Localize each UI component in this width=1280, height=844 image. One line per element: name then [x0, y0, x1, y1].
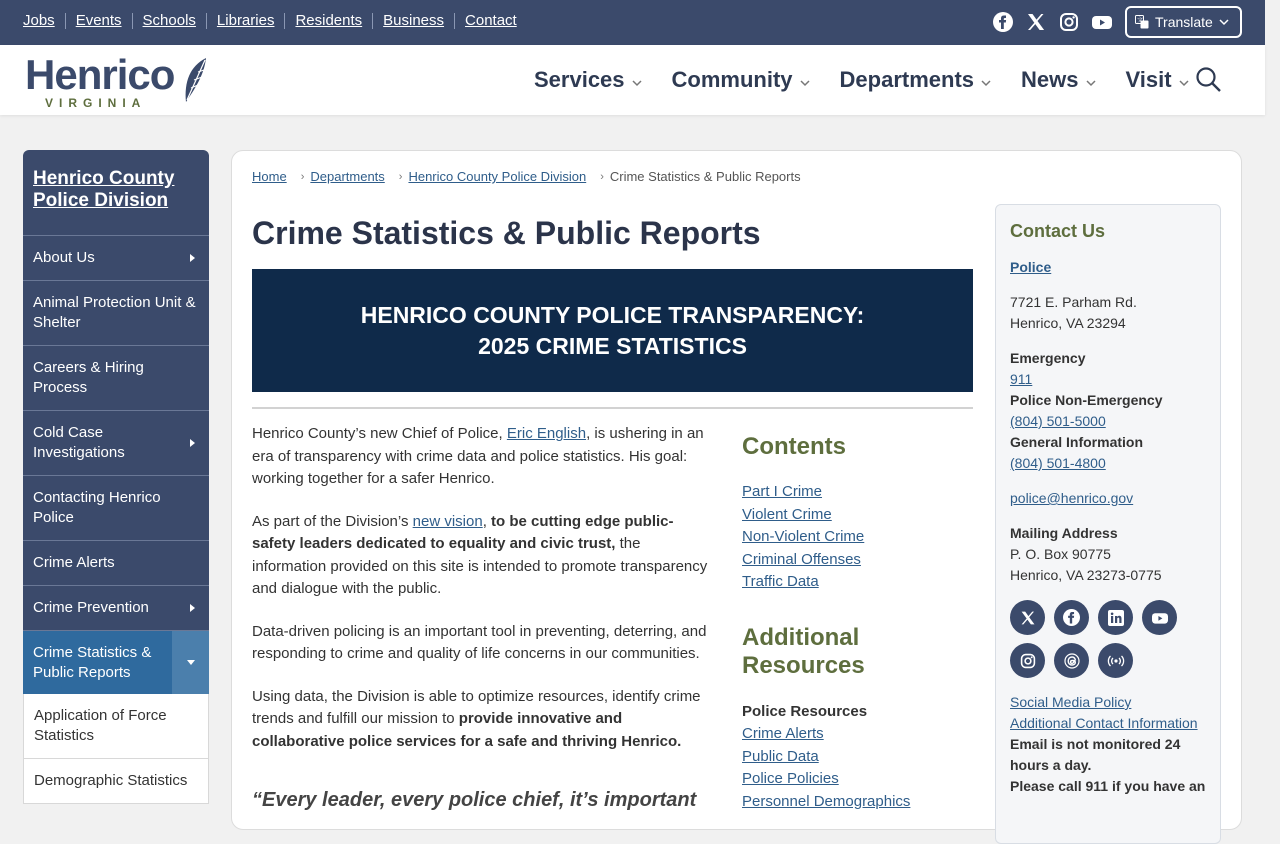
- x-icon[interactable]: [1010, 600, 1045, 635]
- caret-right-icon[interactable]: [190, 439, 195, 447]
- additional-resources-heading: Additional Resources: [742, 624, 865, 679]
- sidebar-item-careers[interactable]: [23, 345, 209, 410]
- youtube-icon[interactable]: [1091, 11, 1113, 33]
- additional-contact-link[interactable]: Additional Contact Information: [1010, 715, 1198, 731]
- sidebar-subitem-application-of-force[interactable]: [23, 694, 209, 759]
- divider: [284, 13, 285, 29]
- chief-quote: “Every leader, every police chief, it’s important: [252, 789, 697, 811]
- chevron-down-icon: [1219, 19, 1229, 25]
- breadcrumb-police-division[interactable]: Henrico County Police Division: [408, 169, 587, 184]
- nav-departments[interactable]: [840, 67, 991, 93]
- sidebar-item-crime-statistics[interactable]: [23, 630, 209, 694]
- text: , is ushering in an era of transparency with crime data and police statistics. His goal: working together for a safer Henrico.: [252, 425, 704, 487]
- caret-right-icon[interactable]: [190, 604, 195, 612]
- text: ,: [482, 512, 492, 530]
- divider: [132, 13, 133, 29]
- content-card: [231, 150, 1242, 830]
- search-icon: [1195, 66, 1223, 94]
- general-info-label: General Information: [1010, 434, 1144, 450]
- divider: [206, 13, 207, 29]
- nav-community[interactable]: [672, 67, 810, 93]
- logo-wordmark: Henrico: [25, 51, 175, 98]
- utility-bar: [0, 0, 1265, 45]
- translate-label: Translate: [1155, 14, 1213, 30]
- sidebar-item-label: Animal Protection Unit & Shelter: [33, 294, 196, 331]
- nav-label: Services: [534, 67, 625, 92]
- henrico-logo[interactable]: [25, 52, 210, 110]
- breadcrumb-separator: ›: [398, 170, 403, 183]
- sidebar-title: [23, 150, 209, 235]
- mailing-line-1: P. O. Box 90775: [1010, 546, 1111, 562]
- contact-social-links: [1010, 600, 1190, 678]
- eric-english-link[interactable]: Eric English: [506, 425, 587, 442]
- social-links-top: [992, 11, 1113, 33]
- emergency-phone-link[interactable]: 911: [1010, 371, 1033, 387]
- sidebar-item-crime-prevention[interactable]: [23, 585, 209, 630]
- caret-down-icon: [186, 660, 196, 666]
- sidebar-item-label: Cold Case Investigations: [33, 424, 125, 461]
- nav-label: Community: [671, 67, 793, 92]
- sidebar-item-label: About Us: [33, 249, 95, 266]
- chevron-down-icon: [1086, 67, 1096, 93]
- paragraph: Data-driven policing is an important tool in preventing, deterring, and responding to crime and quality of life concerns in our communities.: [252, 622, 707, 662]
- emergency-notice: Please call 911 if you have an: [1010, 778, 1206, 794]
- sidebar-item-contacting-police[interactable]: [23, 475, 209, 540]
- bold-text: provide innovative and collaborative police services for a safe and thriving Henrico.: [252, 710, 682, 750]
- threads-icon[interactable]: [1054, 643, 1089, 678]
- breadcrumb-separator: ›: [300, 170, 305, 183]
- contents-link-traffic-data[interactable]: Traffic Data: [742, 573, 819, 590]
- utility-link-schools[interactable]: Schools: [142, 12, 196, 29]
- text: the information provided on this site is intended to promote transparency and dialogue with the public.: [252, 535, 708, 597]
- sidebar-item-label: Crime Alerts: [33, 554, 115, 571]
- new-vision-link[interactable]: new vision: [412, 512, 483, 530]
- breadcrumb-current: Crime Statistics & Public Reports: [609, 169, 801, 184]
- svg-text:文: 文: [1137, 18, 1144, 24]
- police-resources-subheading: Police Resources: [742, 703, 868, 720]
- sidebar-title-link[interactable]: Henrico County Police Division: [33, 168, 175, 211]
- x-icon[interactable]: [1025, 11, 1047, 33]
- resource-link-police-policies[interactable]: Police Policies: [742, 770, 839, 787]
- utility-links: [23, 12, 517, 29]
- utility-link-events[interactable]: Events: [75, 12, 122, 29]
- general-info-phone-link[interactable]: (804) 501-4800: [1010, 455, 1106, 471]
- utility-link-business[interactable]: Business: [383, 12, 445, 29]
- divider: [372, 13, 373, 29]
- facebook-icon[interactable]: [992, 11, 1014, 33]
- paragraph: [252, 423, 714, 491]
- instagram-icon[interactable]: [1058, 11, 1080, 33]
- site-header: [0, 45, 1265, 115]
- resource-link-public-data[interactable]: Public Data: [742, 747, 819, 765]
- nav-visit[interactable]: [1126, 67, 1189, 93]
- divider: [252, 407, 973, 409]
- bold-text: to be cutting edge public-safety leaders dedicated to equality and civic trust,: [252, 512, 674, 552]
- sidebar-item-animal-protection[interactable]: [23, 280, 209, 345]
- nav-news[interactable]: [1021, 67, 1095, 93]
- contact-panel: [995, 204, 1221, 844]
- non-emergency-phone-link[interactable]: (804) 501-5000: [1010, 413, 1106, 429]
- non-emergency-label: Police Non-Emergency: [1010, 392, 1163, 408]
- email-link[interactable]: police@henrico.gov: [1010, 490, 1134, 506]
- contents-link-violent-crime[interactable]: Violent Crime: [742, 505, 832, 523]
- nav-label: News: [1021, 67, 1079, 92]
- utility-link-libraries[interactable]: Libraries: [216, 12, 275, 29]
- search-button[interactable]: [1195, 66, 1223, 99]
- translate-button[interactable]: [1125, 6, 1242, 38]
- page-title: Crime Statistics & Public Reports: [252, 215, 761, 251]
- paragraph: [252, 511, 714, 601]
- contents-link-criminal-offenses[interactable]: Criminal Offenses: [742, 550, 861, 568]
- paragraph: [252, 686, 714, 754]
- contents-link-part-i-crime[interactable]: Part I Crime: [742, 483, 823, 500]
- youtube-icon[interactable]: [1142, 600, 1177, 635]
- sidebar-item-label: Careers & Hiring Process: [33, 359, 144, 396]
- banner-line-1: HENRICO COUNTY POLICE TRANSPARENCY:: [360, 301, 865, 328]
- mailing-address-label: Mailing Address: [1010, 525, 1118, 541]
- text: Henrico County’s new Chief of Police,: [252, 425, 507, 442]
- emergency-label: Emergency: [1010, 350, 1086, 366]
- breadcrumb-separator: ›: [600, 170, 604, 183]
- resource-link-personnel-demographics[interactable]: Personnel Demographics: [742, 792, 911, 810]
- sidebar-subitem-label: Application of Force Statistics: [34, 707, 167, 744]
- text: Using data, the Division is able to optimize resources, identify crime trends and fulfill our mission to: [252, 687, 701, 727]
- chevron-down-icon: [981, 67, 991, 93]
- contents-link-non-violent-crime[interactable]: Non-Violent Crime: [742, 528, 865, 545]
- resource-link-crime-alerts[interactable]: Crime Alerts: [742, 725, 824, 742]
- feather-icon: [180, 56, 210, 106]
- caret-right-icon[interactable]: [190, 254, 195, 262]
- utility-link-residents[interactable]: Residents: [295, 12, 363, 29]
- mailing-line-2: Henrico, VA 23273-0775: [1010, 567, 1162, 583]
- intro-text: [252, 423, 714, 773]
- divider: [65, 13, 66, 29]
- contents-box: [742, 433, 982, 594]
- contents-heading: Contents: [742, 433, 846, 460]
- sidebar-item-about-us[interactable]: [23, 235, 209, 280]
- submenu-toggle[interactable]: [172, 631, 209, 694]
- police-link[interactable]: Police: [1010, 259, 1052, 275]
- banner-line-2: 2025 CRIME STATISTICS: [478, 332, 747, 359]
- nav-services[interactable]: [534, 67, 642, 93]
- utility-link-jobs[interactable]: Jobs: [23, 12, 55, 29]
- nav-label: Departments: [839, 67, 975, 92]
- utility-link-contact[interactable]: Contact: [465, 12, 517, 29]
- additional-resources: [742, 624, 987, 813]
- chevron-down-icon: [1179, 67, 1189, 93]
- facebook-icon[interactable]: [1054, 600, 1089, 635]
- social-media-policy-link[interactable]: Social Media Policy: [1010, 694, 1132, 710]
- sidebar-item-crime-alerts[interactable]: [23, 540, 209, 585]
- text: As part of the Division’s: [252, 512, 413, 530]
- sidebar-subitem-demographic[interactable]: [23, 759, 209, 804]
- sidebar-item-label: Crime Statistics & Public Reports: [33, 643, 152, 681]
- translate-icon: [1135, 15, 1149, 29]
- nav-label: Visit: [1125, 67, 1172, 92]
- address-line-1: 7721 E. Parham Rd.: [1010, 294, 1137, 310]
- divider: [454, 13, 455, 29]
- instagram-icon[interactable]: [1010, 643, 1045, 678]
- email-notice: Email is not monitored 24 hours a day.: [1010, 736, 1181, 773]
- address-line-2: Henrico, VA 23294: [1010, 315, 1126, 331]
- sidebar-item-label: Crime Prevention: [33, 599, 149, 616]
- logo-subtitle: VIRGINIA: [45, 96, 147, 110]
- chevron-down-icon: [632, 67, 642, 93]
- chevron-down-icon: [800, 67, 810, 93]
- transparency-banner: [252, 269, 973, 392]
- sidebar-subitem-label: Demographic Statistics: [34, 772, 188, 789]
- breadcrumb: [252, 169, 801, 184]
- breadcrumb-departments[interactable]: Departments: [310, 169, 385, 184]
- sidebar-item-cold-case[interactable]: [23, 410, 209, 475]
- main-nav: [534, 67, 1219, 93]
- podcast-icon[interactable]: [1098, 643, 1133, 678]
- breadcrumb-home[interactable]: Home: [252, 169, 287, 184]
- section-sidebar: [23, 150, 209, 800]
- contact-heading: Contact Us: [1010, 221, 1106, 241]
- sidebar-item-label: Contacting Henrico Police: [33, 489, 161, 526]
- linkedin-icon[interactable]: [1098, 600, 1133, 635]
